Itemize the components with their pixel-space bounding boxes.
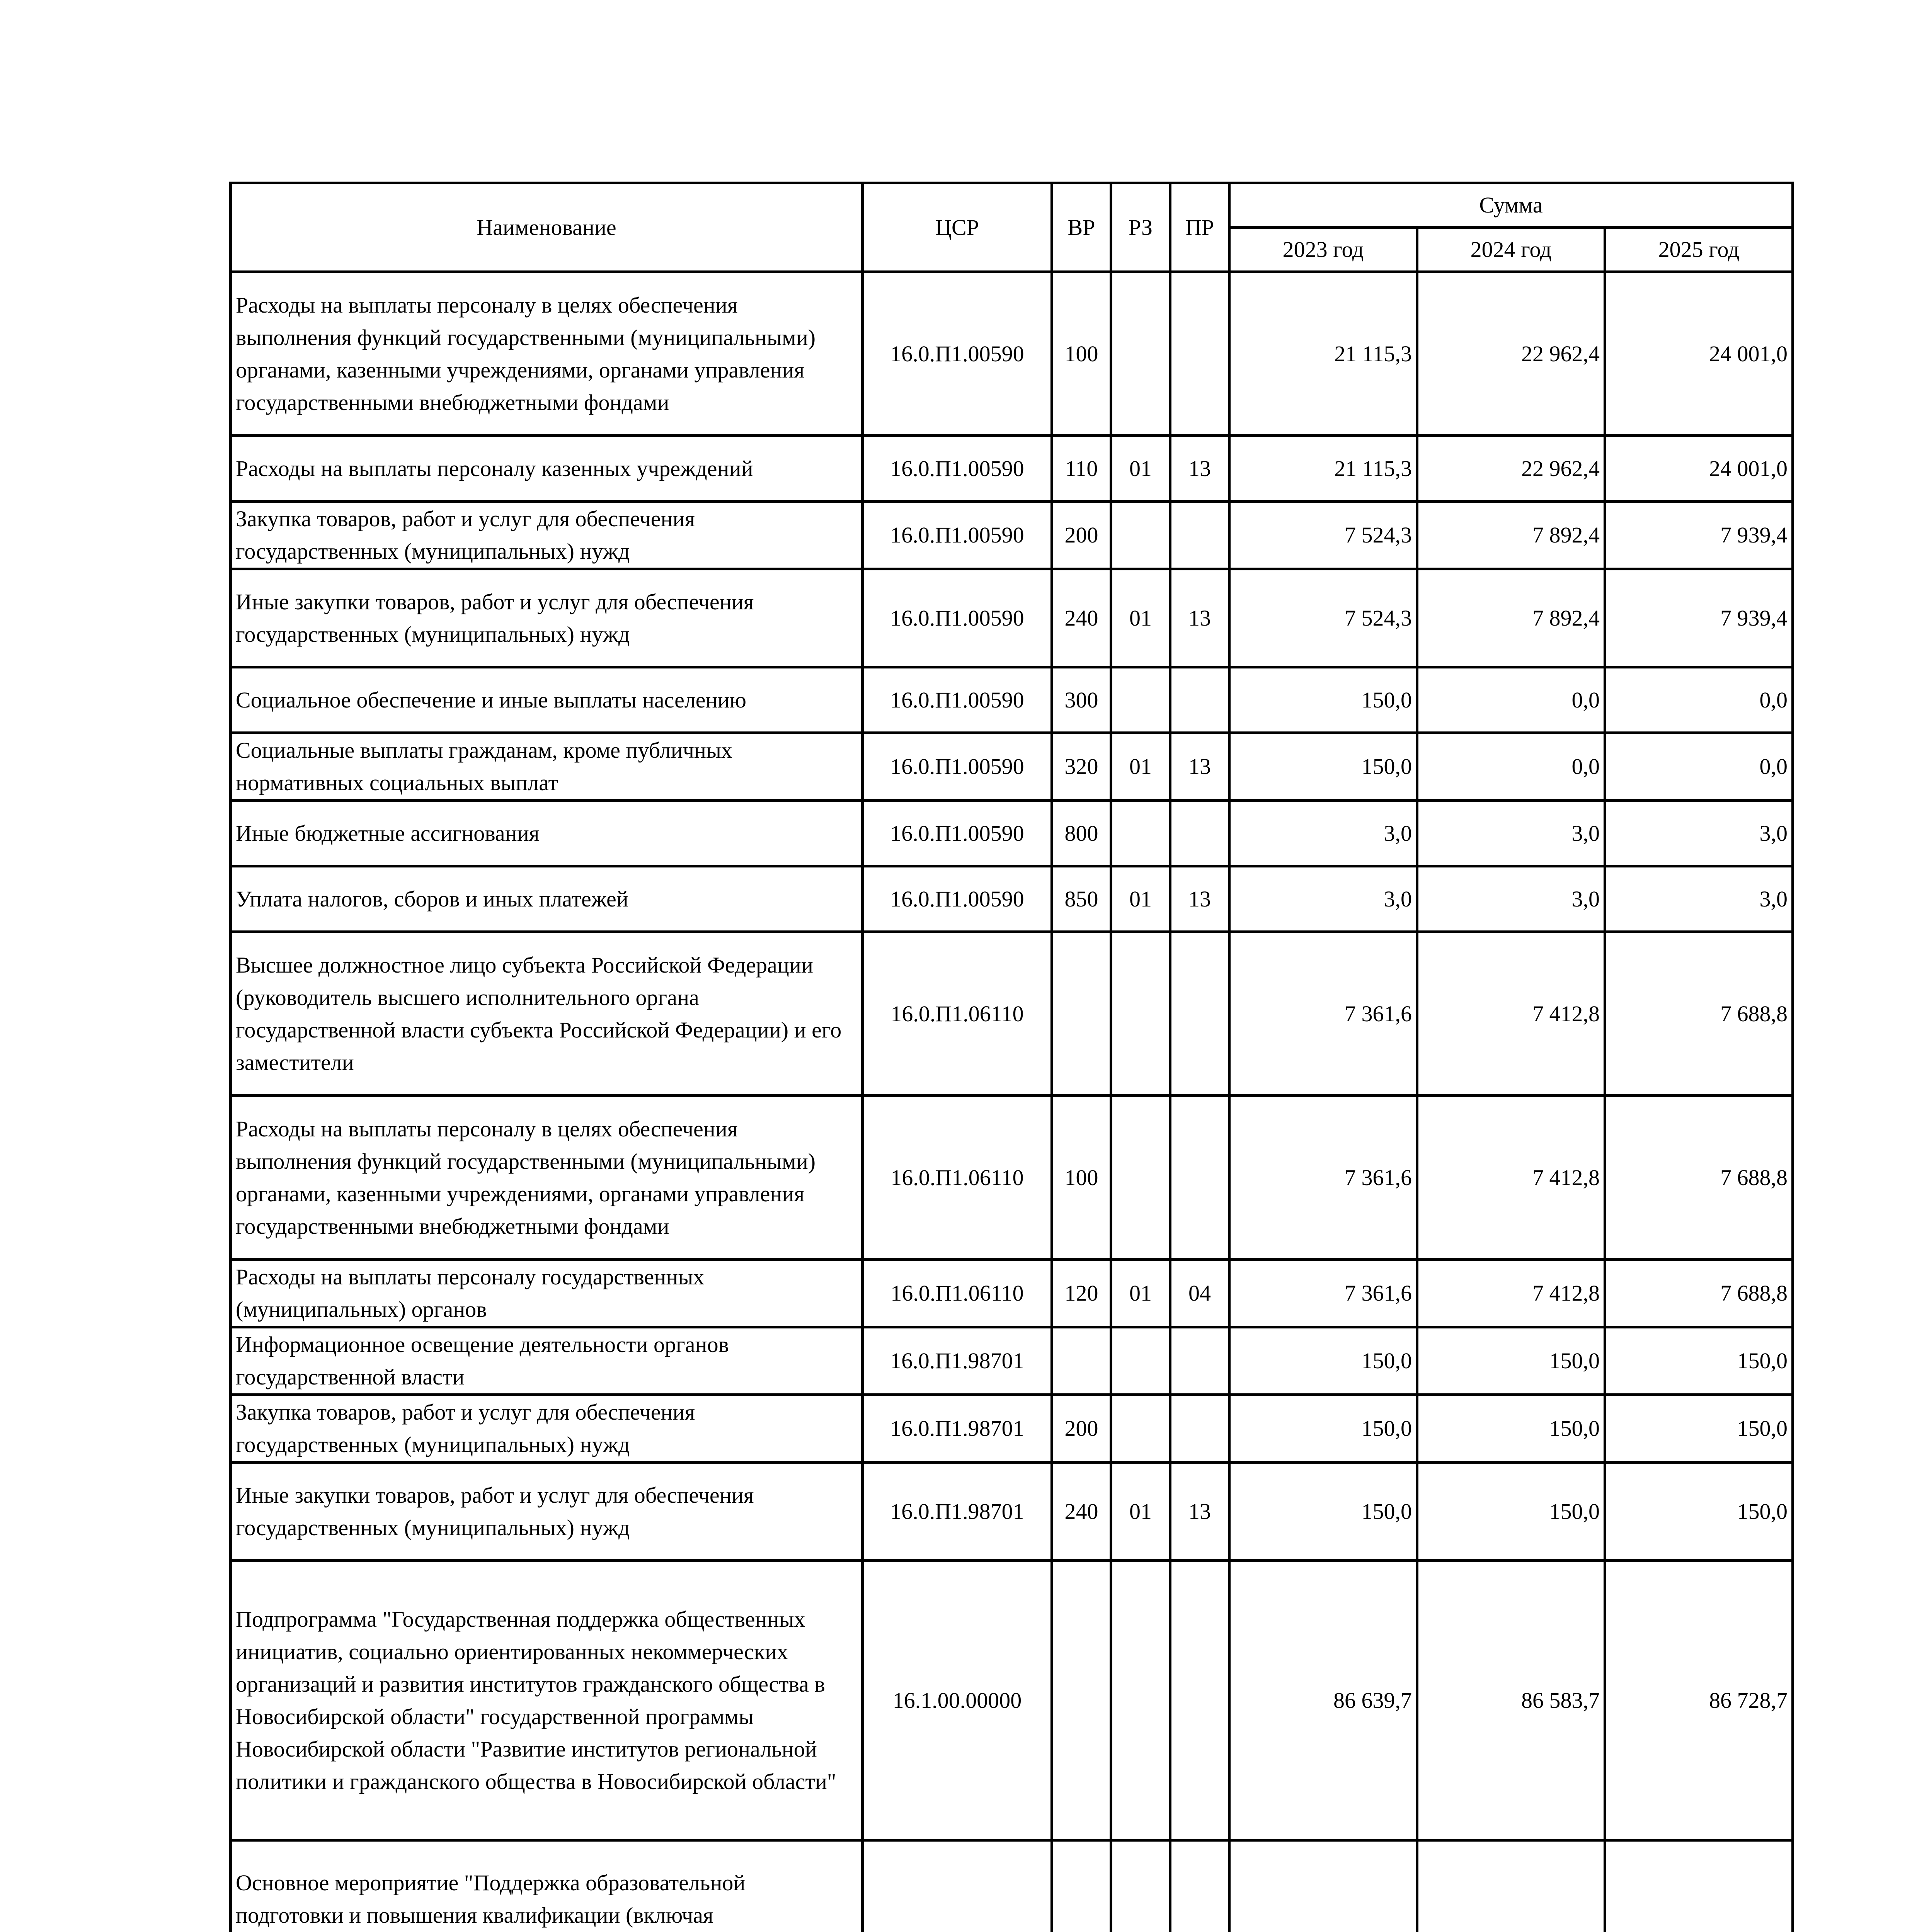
table-row <box>231 436 1793 502</box>
header-rz: РЗ <box>1111 183 1170 272</box>
row-rz <box>1111 272 1170 436</box>
row-rz: 01 <box>1111 1463 1170 1561</box>
table-row <box>231 932 1793 1096</box>
row-csr: 16.0.П1.00590 <box>863 801 1052 866</box>
row-sum-2023: 21 115,3 <box>1229 272 1417 436</box>
row-csr: 16.0.П1.00590 <box>863 733 1052 801</box>
row-vr: 800 <box>1052 801 1111 866</box>
row-sum-2025: 150,0 <box>1605 1463 1793 1561</box>
row-rz <box>1111 1840 1170 1932</box>
row-csr: 16.0.П1.00590 <box>863 667 1052 733</box>
row-vr: 240 <box>1052 569 1111 667</box>
row-name: Расходы на выплаты персоналу в целях обеспечения выполнения функций государственными (муниципальными) органами, казенными учреждениями, органами управления государственными внебюджетными фондами <box>231 272 863 436</box>
row-sum-2024: 150,0 <box>1417 1463 1605 1561</box>
row-sum-2024: 7 412,8 <box>1417 932 1605 1096</box>
table-row <box>231 667 1793 733</box>
row-name: Закупка товаров, работ и услуг для обеспечения государственных (муниципальных) нужд <box>231 502 863 569</box>
row-csr: 16.0.П1.98701 <box>863 1327 1052 1395</box>
row-sum-2024: 22 962,4 <box>1417 272 1605 436</box>
row-csr: 16.0.П1.00590 <box>863 436 1052 502</box>
row-vr: 240 <box>1052 1463 1111 1561</box>
row-rz: 01 <box>1111 436 1170 502</box>
row-pr <box>1170 1096 1229 1260</box>
table-row <box>231 1260 1793 1327</box>
row-sum-2025: 3,0 <box>1605 801 1793 866</box>
row-sum-2023: 7 524,3 <box>1229 569 1417 667</box>
row-name: Высшее должностное лицо субъекта Российской Федерации (руководитель высшего исполнительного органа государственной власти субъекта Российской Федерации) и его заместители <box>231 932 863 1096</box>
row-vr <box>1052 1840 1111 1932</box>
row-pr <box>1170 667 1229 733</box>
row-csr: 16.0.П1.06110 <box>863 1096 1052 1260</box>
row-csr: 16.0.П1.00590 <box>863 569 1052 667</box>
row-sum-2023: 21 115,3 <box>1229 436 1417 502</box>
row-vr: 200 <box>1052 502 1111 569</box>
row-name: Иные бюджетные ассигнования <box>231 801 863 866</box>
row-sum-2025 <box>1605 1840 1793 1932</box>
row-sum-2024: 7 892,4 <box>1417 502 1605 569</box>
row-sum-2025: 150,0 <box>1605 1395 1793 1463</box>
row-sum-2025: 0,0 <box>1605 733 1793 801</box>
row-sum-2024: 7 412,8 <box>1417 1096 1605 1260</box>
row-vr: 850 <box>1052 866 1111 932</box>
row-rz: 01 <box>1111 569 1170 667</box>
table-row <box>231 1395 1793 1463</box>
row-sum-2023: 3,0 <box>1229 866 1417 932</box>
row-pr <box>1170 272 1229 436</box>
row-name: Закупка товаров, работ и услуг для обеспечения государственных (муниципальных) нужд <box>231 1395 863 1463</box>
header-name: Наименование <box>231 183 863 272</box>
row-sum-2023: 150,0 <box>1229 733 1417 801</box>
table-row <box>231 801 1793 866</box>
row-vr: 300 <box>1052 667 1111 733</box>
row-sum-2024: 3,0 <box>1417 866 1605 932</box>
row-sum-2023: 86 639,7 <box>1229 1561 1417 1840</box>
row-pr: 13 <box>1170 1463 1229 1561</box>
row-sum-2024: 7 412,8 <box>1417 1260 1605 1327</box>
row-csr: 16.0.П1.00590 <box>863 502 1052 569</box>
row-vr: 320 <box>1052 733 1111 801</box>
row-sum-2024: 3,0 <box>1417 801 1605 866</box>
row-name: Иные закупки товаров, работ и услуг для обеспечения государственных (муниципальных) нужд <box>231 1463 863 1561</box>
row-vr: 100 <box>1052 1096 1111 1260</box>
row-sum-2023: 150,0 <box>1229 1463 1417 1561</box>
row-pr: 13 <box>1170 866 1229 932</box>
row-name: Расходы на выплаты персоналу казенных учреждений <box>231 436 863 502</box>
row-sum-2023: 7 524,3 <box>1229 502 1417 569</box>
row-csr: 16.0.П1.98701 <box>863 1463 1052 1561</box>
table-row <box>231 502 1793 569</box>
budget-table <box>229 182 1794 1932</box>
row-sum-2025: 24 001,0 <box>1605 436 1793 502</box>
row-rz <box>1111 801 1170 866</box>
row-pr: 13 <box>1170 436 1229 502</box>
row-sum-2025: 3,0 <box>1605 866 1793 932</box>
table-body <box>231 272 1793 1932</box>
row-pr <box>1170 1395 1229 1463</box>
row-pr: 13 <box>1170 733 1229 801</box>
row-sum-2023: 3,0 <box>1229 801 1417 866</box>
row-pr <box>1170 1327 1229 1395</box>
header-vr: ВР <box>1052 183 1111 272</box>
row-csr: 16.0.П1.98701 <box>863 1395 1052 1463</box>
row-sum-2025: 0,0 <box>1605 667 1793 733</box>
header-year-2023: 2023 год <box>1229 228 1417 272</box>
row-sum-2024: 150,0 <box>1417 1395 1605 1463</box>
row-csr: 16.0.П1.00590 <box>863 272 1052 436</box>
table-row <box>231 1561 1793 1840</box>
row-csr: 16.0.П1.06110 <box>863 932 1052 1096</box>
table-header <box>231 183 1793 272</box>
row-sum-2024: 0,0 <box>1417 667 1605 733</box>
row-pr <box>1170 1840 1229 1932</box>
header-year-2024: 2024 год <box>1417 228 1605 272</box>
row-name: Информационное освещение деятельности органов государственной власти <box>231 1327 863 1395</box>
row-name: Иные закупки товаров, работ и услуг для обеспечения государственных (муниципальных) нужд <box>231 569 863 667</box>
header-year-2025: 2025 год <box>1605 228 1793 272</box>
header-pr: ПР <box>1170 183 1229 272</box>
row-rz: 01 <box>1111 1260 1170 1327</box>
row-sum-2023: 150,0 <box>1229 667 1417 733</box>
row-vr <box>1052 932 1111 1096</box>
row-rz <box>1111 1561 1170 1840</box>
row-csr: 16.1.00.00000 <box>863 1561 1052 1840</box>
row-sum-2023: 150,0 <box>1229 1327 1417 1395</box>
row-vr: 110 <box>1052 436 1111 502</box>
table-row <box>231 569 1793 667</box>
row-pr: 04 <box>1170 1260 1229 1327</box>
row-name: Расходы на выплаты персоналу в целях обеспечения выполнения функций государственными (муниципальными) органами, казенными учреждениями, органами управления государственными внебюджетными фондами <box>231 1096 863 1260</box>
row-sum-2025: 7 688,8 <box>1605 1096 1793 1260</box>
row-pr <box>1170 932 1229 1096</box>
row-name: Расходы на выплаты персоналу государственных (муниципальных) органов <box>231 1260 863 1327</box>
row-sum-2023 <box>1229 1840 1417 1932</box>
row-pr: 13 <box>1170 569 1229 667</box>
row-rz <box>1111 502 1170 569</box>
row-rz <box>1111 1327 1170 1395</box>
row-pr <box>1170 801 1229 866</box>
row-rz: 01 <box>1111 866 1170 932</box>
row-vr <box>1052 1561 1111 1840</box>
row-sum-2023: 7 361,6 <box>1229 1096 1417 1260</box>
row-sum-2023: 7 361,6 <box>1229 932 1417 1096</box>
row-csr: 16.0.П1.06110 <box>863 1260 1052 1327</box>
row-rz <box>1111 932 1170 1096</box>
header-csr: ЦСР <box>863 183 1052 272</box>
row-name: Подпрограмма "Государственная поддержка общественных инициатив, социально ориентированных некоммерческих организаций и развития институтов гражданского общества в Новосибирской области" государственной программы Новосибирской области "Развитие институтов региональной политики и гражданского общества в Новосибирской области" <box>231 1561 863 1840</box>
table-row <box>231 1096 1793 1260</box>
row-sum-2024: 86 583,7 <box>1417 1561 1605 1840</box>
row-vr: 120 <box>1052 1260 1111 1327</box>
row-vr: 100 <box>1052 272 1111 436</box>
row-sum-2025: 24 001,0 <box>1605 272 1793 436</box>
row-sum-2024: 22 962,4 <box>1417 436 1605 502</box>
row-rz <box>1111 667 1170 733</box>
row-rz <box>1111 1096 1170 1260</box>
row-name: Уплата налогов, сборов и иных платежей <box>231 866 863 932</box>
table-row <box>231 272 1793 436</box>
table-row <box>231 733 1793 801</box>
row-sum-2025: 86 728,7 <box>1605 1561 1793 1840</box>
row-sum-2025: 7 688,8 <box>1605 932 1793 1096</box>
row-name: Социальное обеспечение и иные выплаты населению <box>231 667 863 733</box>
table-row <box>231 1327 1793 1395</box>
row-rz <box>1111 1395 1170 1463</box>
row-pr <box>1170 502 1229 569</box>
table-row <box>231 866 1793 932</box>
row-rz: 01 <box>1111 733 1170 801</box>
row-sum-2025: 7 939,4 <box>1605 569 1793 667</box>
row-vr <box>1052 1327 1111 1395</box>
row-sum-2024 <box>1417 1840 1605 1932</box>
row-sum-2025: 7 939,4 <box>1605 502 1793 569</box>
row-name: Основное мероприятие "Поддержка образовательной подготовки и повышения квалификации (включая <box>231 1840 863 1932</box>
row-sum-2023: 7 361,6 <box>1229 1260 1417 1327</box>
row-sum-2023: 150,0 <box>1229 1395 1417 1463</box>
row-sum-2024: 7 892,4 <box>1417 569 1605 667</box>
row-sum-2024: 150,0 <box>1417 1327 1605 1395</box>
row-name: Социальные выплаты гражданам, кроме публичных нормативных социальных выплат <box>231 733 863 801</box>
row-sum-2025: 150,0 <box>1605 1327 1793 1395</box>
row-sum-2024: 0,0 <box>1417 733 1605 801</box>
table-row <box>231 1463 1793 1561</box>
header-sum: Сумма <box>1229 183 1793 228</box>
table-row <box>231 1840 1793 1932</box>
row-vr: 200 <box>1052 1395 1111 1463</box>
row-csr <box>863 1840 1052 1932</box>
row-pr <box>1170 1561 1229 1840</box>
row-csr: 16.0.П1.00590 <box>863 866 1052 932</box>
row-sum-2025: 7 688,8 <box>1605 1260 1793 1327</box>
